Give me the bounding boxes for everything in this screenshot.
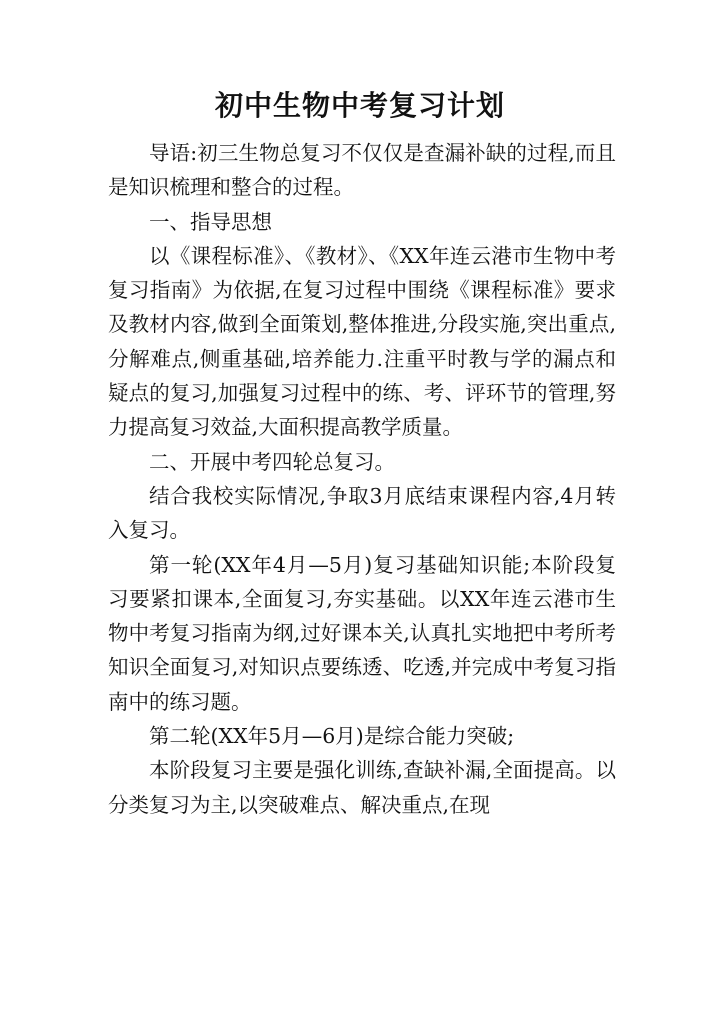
body-paragraph: 以《课程标准》、《教材》、《XX年连云港市生物中考复习指南》为依据,在复习过程中围绕《课程标准》要求及教材内容,做到全面策划,整体推进,分段实施,突出重点,分解难点,侧重基础,培养能力.注重平时教与学的漏点和疑点的复习,加强复习过程中的练、考、评环节的管理,努力提高复习效益,大面积提高教学质量。 [108,243,616,440]
body-paragraph: 结合我校实际情况,争取3月底结束课程内容,4月转入复习。 [108,483,616,543]
intro-paragraph: 导语:初三生物总复习不仅仅是查漏补缺的过程,而且是知识梳理和整合的过程。 [108,141,616,200]
body-paragraph: 第一轮(XX年4月—5月)复习基础知识能;本阶段复习要紧扣课本,全面复习,夯实基础。以XX年连云港市生物中考复习指南为纲,过好课本关,认真扎实地把中考所考知识全面复习,对知识点要练透、吃透,并完成中考复习指南中的练习题。 [108,552,616,714]
document-title: 初中生物中考复习计划 [214,89,505,122]
document-body [108,136,616,822]
body-paragraph: 第二轮(XX年5月—6月)是综合能力突破; [149,724,515,749]
body-paragraph: 本阶段复习主要是强化训练,查缺补漏,全面提高。以分类复习为主,以突破难点、解决重点,在现 [108,758,616,817]
section-heading-four-rounds: 二、开展中考四轮总复习。 [149,449,395,474]
section-heading-guiding-ideology: 一、指导思想 [149,209,272,234]
